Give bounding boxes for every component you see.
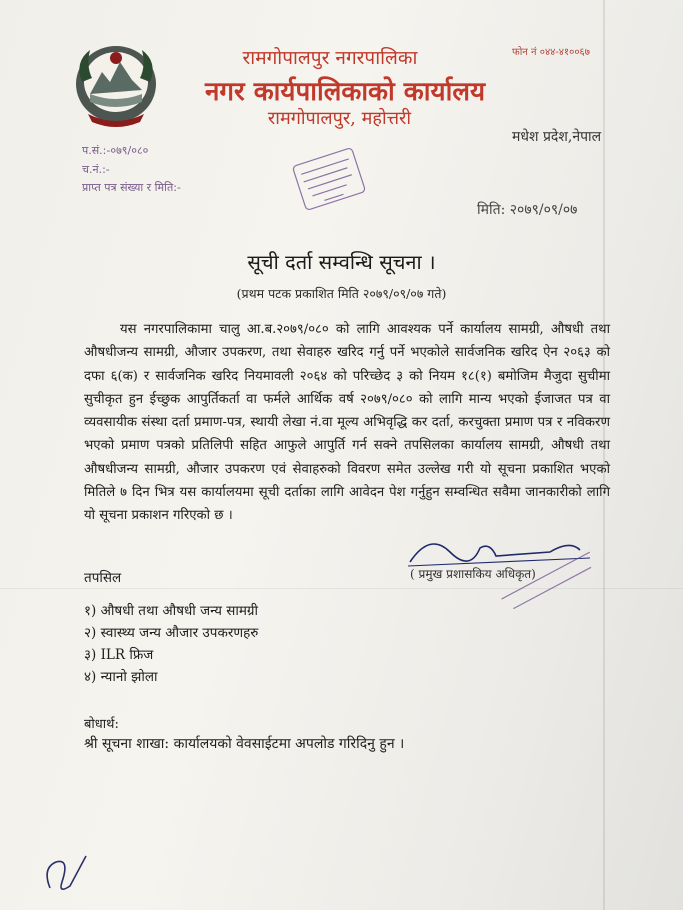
- office-stamp-icon: [288, 138, 370, 220]
- municipality-name: रामगोपालपुर नगरपालिका: [242, 47, 418, 69]
- list-item: ३) ILR फ्रिज: [84, 647, 154, 663]
- bodhartha-note: श्री सूचना शाखा: कार्यालयको वेवसाईटमा अपलोड गरिदिनु हुन ।: [84, 736, 405, 752]
- notice-subtitle: (प्रथम पटक प्रकाशित मिति २०७९/०९/०७ गते): [236, 286, 447, 301]
- reference-number: प.सं.:-०७९/०८०: [82, 144, 149, 157]
- bodhartha-heading: बोधार्थ:: [84, 717, 119, 732]
- signatory-title: ( प्रमुख प्रशासकिय अधिकृत): [410, 567, 536, 581]
- notice-date: मिति: २०७९/०९/०७: [477, 202, 578, 218]
- list-item: ४) न्यानो झोला: [84, 669, 158, 685]
- list-item: १) औषधी तथा औषधी जन्य सामग्री: [84, 603, 259, 619]
- list-item: २) स्वास्थ्य जन्य औजार उपकरणहरु: [84, 625, 259, 641]
- tapsil-list: [84, 600, 258, 688]
- notice-title: सूची दर्ता सम्वन्धि सूचना ।: [247, 250, 436, 274]
- phone-number: फोन नं ०४४-४१००६७: [512, 47, 590, 58]
- office-name: नगर कार्यपालिकाको कार्यालय: [204, 77, 486, 107]
- notice-body: यस नगरपालिकामा चालु आ.ब.२०७९/०८० को लागि आवश्यक पर्ने कार्यालय सामग्री, औषधी तथा औषधीजन्य सामग्री, औजार उपकरण, तथा सेवाहरु खरिद गर्नु पर्ने भएकोले सार्वजनिक खरिद ऐन २०६३ को दफा ६(क) र सार्वजनिक खरिद नियमावली २०६४ को परिच्छेद ३ को नियम १८(१) बमोजिम मैजुदा सुचीमा सुचीकृत हुन ईच्छुक आपुर्तिकर्ता वा फर्मले आर्थिक वर्ष २०७९/०८० को लागि मान्य भएको ईजाजत पत्र वा व्यवसायीक संस्था दर्ता प्रमाण-पत्र, स्थायी लेखा नं.वा मूल्य अभिवृद्धि कर दर्ता, करचुक्ता प्रमाण पत्र र नविकरण भएको प्रमाण पत्रको प्रतिलिपी सहित आफुले आपुर्ति गर्न सक्ने तपसिलका कार्यालय सामग्री, औषधी तथा औषधीजन्य सामग्री, औजार उपकरण एवं सेवाहरुको विवरण समेत उल्लेख गरी यो सूचना प्रकाशित भएको मितिले ७ दिन भित्र यस कार्यालयमा सूची दर्ताका लागि आवेदन पेश गर्नुहुन सम्वन्धित सवैमा जानकारीको लागि यो सूचना प्रकाशन गरिएको छ ।: [84, 322, 610, 524]
- dispatch-number: च.नं.:-: [82, 163, 110, 176]
- province-label: मधेश प्रदेश,नेपाल: [512, 129, 602, 145]
- received-letter-info: प्राप्त पत्र संख्या र मिति:-: [82, 181, 181, 194]
- office-location: रामगोपालपुर, महोत्तरी: [267, 108, 412, 129]
- tapsil-heading: तपसिल: [84, 570, 122, 586]
- nepal-emblem-icon: [68, 32, 164, 132]
- initials-signature-icon: [36, 838, 106, 908]
